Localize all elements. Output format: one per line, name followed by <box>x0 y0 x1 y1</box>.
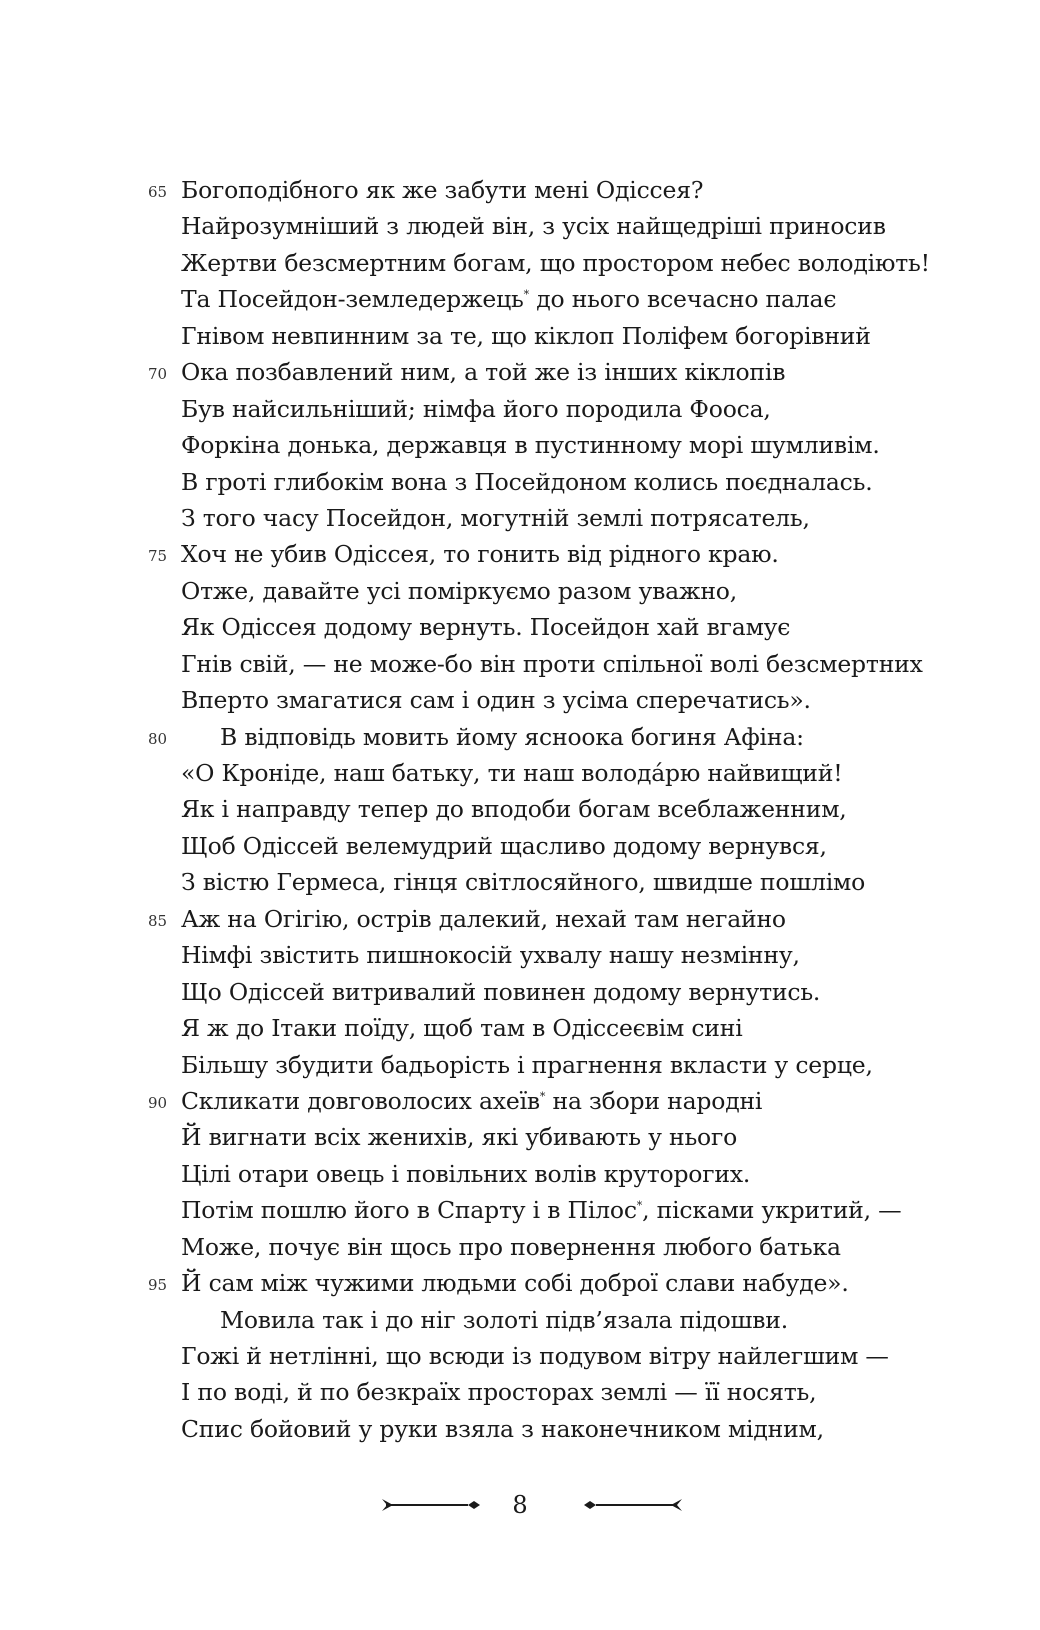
verse-text: Більшу збудити бадьорість і прагнення вкласти у серце, <box>181 1050 873 1079</box>
verse-line <box>0 208 1040 244</box>
line-number: 80 <box>148 729 168 748</box>
verse-line <box>0 500 1040 536</box>
verse-line <box>0 1010 1040 1046</box>
verse-text: Я ж до Ітаки поїду, щоб там в Одіссеєвім сині <box>181 1014 743 1043</box>
verse-line <box>0 427 1040 463</box>
verse-line <box>0 1411 1040 1447</box>
verse-line <box>0 1083 1040 1119</box>
verse-text: Як і направду тепер до вподоби богам всеблаженним, <box>181 795 847 824</box>
verse-text-part: Скликати довговолосих ахеїв <box>181 1086 540 1115</box>
verse-text-with-footnote <box>181 281 836 317</box>
verse-line <box>0 646 1040 682</box>
verse-text: Спис бойовий у руки взяла з наконечником мідним, <box>181 1414 824 1443</box>
verse-text: Ока позбавлений ним, а той же із інших кіклопів <box>181 358 786 387</box>
verse-text: Й вигнати всіх женихів, які убивають у нього <box>181 1123 738 1152</box>
verse-text: З того часу Посейдон, могутній землі потрясатель, <box>181 503 810 532</box>
verse-line <box>0 172 1040 208</box>
verse-text: Був найсильніший; німфа його породила Фооса, <box>181 394 771 423</box>
verse-text: Може, почує він щось про повернення любого батька <box>181 1232 841 1261</box>
verse-line <box>0 1265 1040 1301</box>
verse-line <box>0 755 1040 791</box>
verse-line <box>0 391 1040 427</box>
verse-text: І по воді, й по безкраїх просторах землі — її носять, <box>181 1378 817 1407</box>
verse-line <box>0 318 1040 354</box>
verse-line <box>0 719 1040 755</box>
verse-text: Найрозумніший з людей він, з усіх найщедріші приносив <box>181 212 886 241</box>
verse-line <box>0 245 1040 281</box>
verse-text: Жертви безсмертним богам, що простором небес володіють! <box>181 248 930 277</box>
verse-line <box>0 354 1040 390</box>
verse-text: З вістю Гермеса, гінця світлосяйного, швидше пошлімо <box>181 868 866 897</box>
verse-line <box>0 1374 1040 1410</box>
verse-line <box>0 1192 1040 1228</box>
line-number: 70 <box>148 365 168 384</box>
verse-text: В гроті глибокім вона з Посейдоном колись поєдналась. <box>181 467 873 496</box>
verse-text-with-footnote <box>181 1083 762 1119</box>
verse-text-part: , пісками укритий, — <box>642 1196 902 1225</box>
verse-line <box>0 682 1040 718</box>
verse-line <box>0 1338 1040 1374</box>
line-number: 75 <box>148 547 168 566</box>
verse-line <box>0 464 1040 500</box>
verse-text: Як Одіссея додому вернуть. Посейдон хай вгамує <box>181 613 791 642</box>
verse-text-part: до нього всечасно палає <box>528 285 837 314</box>
verse-line <box>0 1156 1040 1192</box>
verse-line <box>0 828 1040 864</box>
footnote-mark: * <box>539 1090 546 1104</box>
verse-text: Вперто змагатися сам і один з усіма сперечатись». <box>181 686 811 715</box>
verse-line <box>0 1047 1040 1083</box>
verse-text: Щоб Одіссей велемудрий щасливо додому вернувся, <box>181 831 827 860</box>
verse-text: Що Одіссей витривалий повинен додому вернутись. <box>181 977 821 1006</box>
arrow-ornament-left-icon <box>382 1496 482 1514</box>
verse-text-part: на збори народні <box>545 1086 763 1115</box>
verse-line <box>0 937 1040 973</box>
verse-line <box>0 1119 1040 1155</box>
verse-text: Гнів свій, — не може-бо він проти спільної волі безсмертних <box>181 649 923 678</box>
footnote-mark: * <box>523 288 529 302</box>
verse-text-with-footnote <box>181 1192 902 1228</box>
line-number: 95 <box>148 1276 168 1295</box>
verse-line <box>0 974 1040 1010</box>
verse-text: Гожі й нетлінні, що всюди із подувом вітру найлегшим — <box>181 1342 889 1370</box>
verse-line <box>0 864 1040 900</box>
verse-line <box>0 1302 1040 1338</box>
verse-line <box>0 791 1040 827</box>
verse-line <box>0 573 1040 609</box>
verse-text: Хоч не убив Одіссея, то гонить від рідного краю. <box>181 540 779 569</box>
verse-text: Форкіна донька, державця в пустинному морі шумливім. <box>181 431 880 460</box>
arrow-ornament-right-icon <box>582 1496 682 1514</box>
poem-text <box>0 172 1040 1447</box>
verse-text: Мовила так і до ніг золоті підв’язала підошви. <box>220 1305 788 1334</box>
line-number: 90 <box>148 1093 168 1112</box>
verse-text: «О Кроніде, наш батьку, ти наш володáрю найвищий! <box>181 759 843 787</box>
line-number: 85 <box>148 911 168 930</box>
verse-line <box>0 609 1040 645</box>
verse-line <box>0 281 1040 317</box>
page-number: 8 <box>512 1491 528 1519</box>
verse-text-part: Та Посейдон-земледержець <box>181 285 524 314</box>
verse-text: Аж на Огігію, острів далекий, нехай там негайно <box>181 904 786 933</box>
verse-line <box>0 901 1040 937</box>
verse-text: Отже, давайте усі поміркуємо разом уважно, <box>181 576 738 605</box>
footnote-mark: * <box>636 1199 643 1213</box>
verse-line <box>0 1229 1040 1265</box>
verse-text: Богоподібного як же забути мені Одіссея? <box>181 176 704 204</box>
verse-text: Гнівом невпинним за те, що кіклоп Поліфем богорівний <box>181 321 871 350</box>
verse-line <box>0 536 1040 572</box>
page-footer <box>0 1488 1040 1522</box>
line-number: 65 <box>148 183 168 201</box>
verse-text: Цілі отари овець і повільних волів круторогих. <box>181 1159 751 1188</box>
verse-text: Й сам між чужими людьми собі доброї слави набуде». <box>181 1269 849 1298</box>
verse-text: В відповідь мовить йому ясноока богиня Афіна: <box>220 722 804 751</box>
verse-text-part: Потім пошлю його в Спарту і в Пілос <box>181 1196 637 1225</box>
verse-text: Німфі звістить пишнокосій ухвалу нашу незмінну, <box>181 941 800 970</box>
